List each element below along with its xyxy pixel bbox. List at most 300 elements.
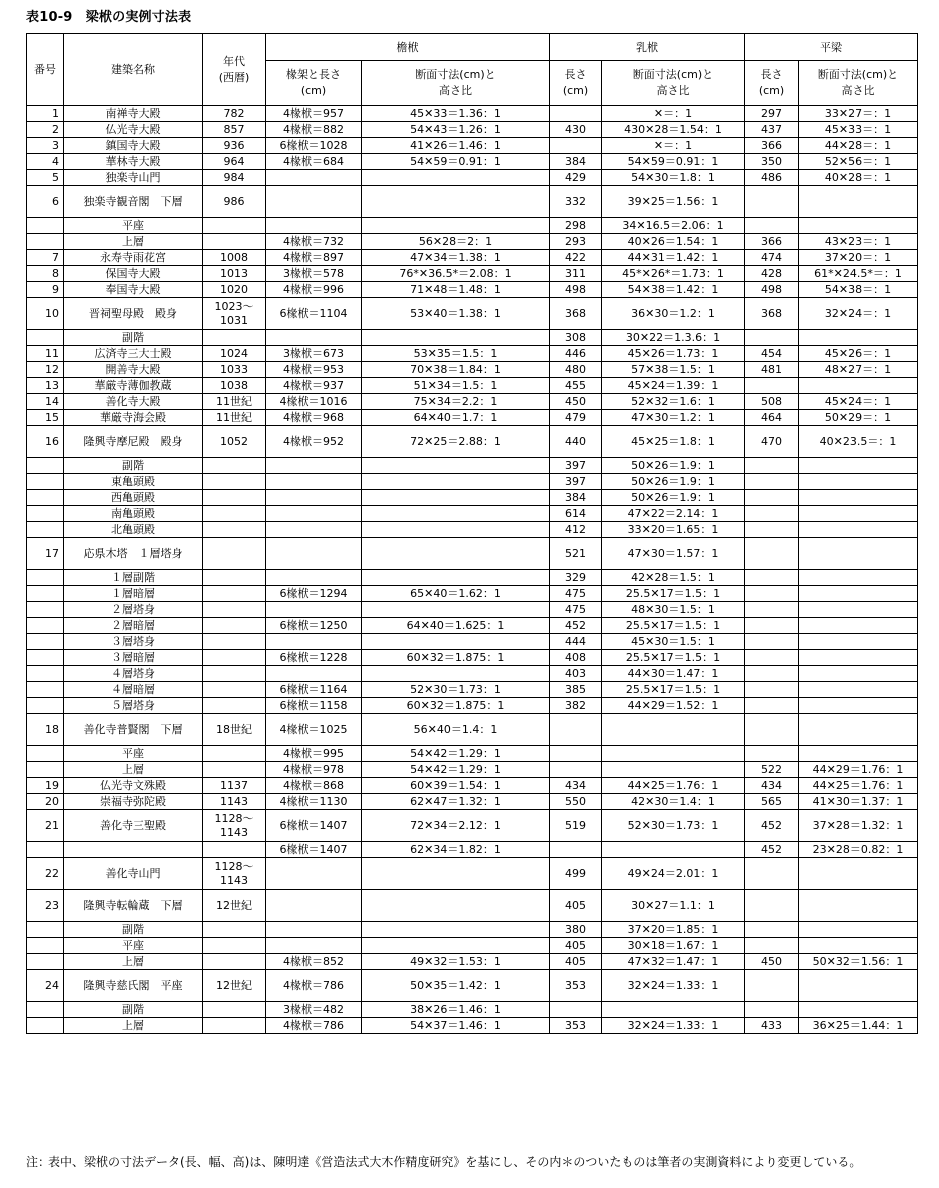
cell-eaves-length xyxy=(266,218,362,234)
table-row xyxy=(27,298,918,330)
cell-name: 応県木塔 １層塔身 xyxy=(64,538,203,570)
cell-milk-section: 45✕30＝1.5：1 xyxy=(602,634,745,650)
cell-milk-section xyxy=(602,1002,745,1018)
cell-eaves-length: 4椽栿＝937 xyxy=(266,378,362,394)
cell-name: 上層 xyxy=(64,954,203,970)
cell-eaves-section xyxy=(362,490,550,506)
table-row xyxy=(27,714,918,746)
table-row xyxy=(27,938,918,954)
cell-num: 14 xyxy=(27,394,64,410)
cell-year: 1038 xyxy=(203,378,266,394)
cell-num: 7 xyxy=(27,250,64,266)
cell-name: 広済寺三大士殿 xyxy=(64,346,203,362)
cell-flat-section: 44✕25＝1.76：1 xyxy=(799,778,918,794)
cell-eaves-length: 6椽栿＝1104 xyxy=(266,298,362,330)
cell-name: 西亀頭殿 xyxy=(64,490,203,506)
cell-milk-section: 25.5✕17＝1.5：1 xyxy=(602,618,745,634)
cell-num: 11 xyxy=(27,346,64,362)
cell-name: 独楽寺山門 xyxy=(64,170,203,186)
cell-flat-length xyxy=(745,1002,799,1018)
cell-eaves-section xyxy=(362,858,550,890)
cell-eaves-section: 64✕40＝1.625：1 xyxy=(362,618,550,634)
cell-name: 善化寺山門 xyxy=(64,858,203,890)
cell-name: 独楽寺観音閣 下層 xyxy=(64,186,203,218)
cell-year: 1143 xyxy=(203,794,266,810)
dimension-table xyxy=(26,33,918,1034)
cell-name: 華厳寺海会殿 xyxy=(64,410,203,426)
table-row xyxy=(27,138,918,154)
cell-flat-section: 37✕28＝1.32：1 xyxy=(799,810,918,842)
cell-milk-section: 52✕30＝1.73：1 xyxy=(602,810,745,842)
cell-year xyxy=(203,682,266,698)
cell-milk-section: 44✕30＝1.47：1 xyxy=(602,666,745,682)
cell-num: 18 xyxy=(27,714,64,746)
cell-eaves-section xyxy=(362,666,550,682)
cell-num: 21 xyxy=(27,810,64,842)
cell-eaves-length: 4椽栿＝786 xyxy=(266,970,362,1002)
cell-flat-length xyxy=(745,586,799,602)
cell-num: 5 xyxy=(27,170,64,186)
cell-flat-section xyxy=(799,922,918,938)
cell-milk-length: 405 xyxy=(550,938,602,954)
cell-milk-section xyxy=(602,714,745,746)
cell-year xyxy=(203,1002,266,1018)
table-row xyxy=(27,746,918,762)
cell-milk-length: 298 xyxy=(550,218,602,234)
cell-milk-section: 39✕25＝1.56：1 xyxy=(602,186,745,218)
cell-milk-length xyxy=(550,138,602,154)
table-row xyxy=(27,122,918,138)
cell-milk-length: 405 xyxy=(550,890,602,922)
cell-num: 1 xyxy=(27,106,64,122)
cell-flat-section: 52✕56＝：1 xyxy=(799,154,918,170)
cell-flat-length: 366 xyxy=(745,234,799,250)
cell-flat-length: 428 xyxy=(745,266,799,282)
cell-milk-section: 34✕16.5＝2.06：1 xyxy=(602,218,745,234)
cell-flat-length xyxy=(745,698,799,714)
cell-flat-length xyxy=(745,938,799,954)
cell-flat-length xyxy=(745,378,799,394)
cell-flat-length: 565 xyxy=(745,794,799,810)
cell-eaves-section xyxy=(362,938,550,954)
cell-milk-section: 430✕28＝1.54：1 xyxy=(602,122,745,138)
cell-num xyxy=(27,666,64,682)
cell-eaves-length xyxy=(266,330,362,346)
table-row xyxy=(27,378,918,394)
cell-milk-section: 45✕24＝1.39：1 xyxy=(602,378,745,394)
cell-eaves-section: 75✕34＝2.2：1 xyxy=(362,394,550,410)
cell-year: 1052 xyxy=(203,426,266,458)
cell-flat-length: 433 xyxy=(745,1018,799,1034)
cell-milk-length: 550 xyxy=(550,794,602,810)
cell-year: 12世紀 xyxy=(203,970,266,1002)
cell-flat-section: 44✕28＝：1 xyxy=(799,138,918,154)
cell-flat-length xyxy=(745,218,799,234)
cell-eaves-length: 4椽栿＝952 xyxy=(266,426,362,458)
table-row xyxy=(27,250,918,266)
cell-eaves-length: 4椽栿＝996 xyxy=(266,282,362,298)
table-body xyxy=(27,106,918,1034)
cell-eaves-length: 4椽栿＝978 xyxy=(266,762,362,778)
table-row xyxy=(27,186,918,218)
cell-eaves-section: 56✕40＝1.4：1 xyxy=(362,714,550,746)
header-g2-section: 断面寸法(cm)と 高さ比 xyxy=(602,61,745,106)
cell-milk-length: 412 xyxy=(550,522,602,538)
cell-flat-length: 454 xyxy=(745,346,799,362)
cell-num xyxy=(27,458,64,474)
cell-name: 上層 xyxy=(64,1018,203,1034)
cell-name: 鎮国寺大殿 xyxy=(64,138,203,154)
cell-flat-length xyxy=(745,330,799,346)
cell-year xyxy=(203,506,266,522)
cell-num xyxy=(27,634,64,650)
cell-year: 857 xyxy=(203,122,266,138)
cell-milk-length: 422 xyxy=(550,250,602,266)
cell-eaves-section: 71✕48＝1.48：1 xyxy=(362,282,550,298)
cell-flat-section xyxy=(799,714,918,746)
cell-milk-section: 47✕30＝1.57：1 xyxy=(602,538,745,570)
cell-flat-length: 498 xyxy=(745,282,799,298)
cell-milk-length: 455 xyxy=(550,378,602,394)
cell-year xyxy=(203,490,266,506)
cell-eaves-length xyxy=(266,458,362,474)
cell-flat-length xyxy=(745,858,799,890)
cell-milk-length: 353 xyxy=(550,1018,602,1034)
cell-flat-length xyxy=(745,650,799,666)
cell-milk-length: 452 xyxy=(550,618,602,634)
table-row xyxy=(27,890,918,922)
cell-eaves-length: 4椽栿＝868 xyxy=(266,778,362,794)
cell-num xyxy=(27,618,64,634)
cell-year xyxy=(203,218,266,234)
cell-milk-section: 33✕20＝1.65：1 xyxy=(602,522,745,538)
cell-milk-section: 25.5✕17＝1.5：1 xyxy=(602,650,745,666)
cell-year: 1020 xyxy=(203,282,266,298)
cell-name: 副階 xyxy=(64,922,203,938)
cell-flat-length: 486 xyxy=(745,170,799,186)
cell-milk-length: 353 xyxy=(550,970,602,1002)
cell-name: ４層塔身 xyxy=(64,666,203,682)
cell-flat-length: 450 xyxy=(745,954,799,970)
cell-milk-length: 475 xyxy=(550,586,602,602)
cell-name: 平座 xyxy=(64,218,203,234)
table-row xyxy=(27,794,918,810)
cell-year xyxy=(203,1018,266,1034)
cell-flat-section xyxy=(799,890,918,922)
cell-year: 1008 xyxy=(203,250,266,266)
cell-milk-section: 30✕22＝1.3.6：1 xyxy=(602,330,745,346)
cell-name: ３層暗層 xyxy=(64,650,203,666)
cell-name: 平座 xyxy=(64,938,203,954)
cell-num xyxy=(27,922,64,938)
table-row xyxy=(27,330,918,346)
cell-eaves-section: 72✕25＝2.88：1 xyxy=(362,426,550,458)
cell-flat-section: 48✕27＝：1 xyxy=(799,362,918,378)
cell-year xyxy=(203,922,266,938)
cell-eaves-section: 41✕26＝1.46：1 xyxy=(362,138,550,154)
cell-eaves-length: 4椽栿＝1130 xyxy=(266,794,362,810)
cell-flat-section xyxy=(799,938,918,954)
cell-milk-length: 480 xyxy=(550,362,602,378)
cell-eaves-length: 6椽栿＝1294 xyxy=(266,586,362,602)
cell-eaves-section xyxy=(362,538,550,570)
cell-num: 24 xyxy=(27,970,64,1002)
cell-flat-section xyxy=(799,218,918,234)
cell-name: 善化寺普賢閣 下層 xyxy=(64,714,203,746)
cell-milk-section: 54✕59＝0.91：1 xyxy=(602,154,745,170)
cell-flat-length: 508 xyxy=(745,394,799,410)
cell-milk-section: 45*✕26*＝1.73：1 xyxy=(602,266,745,282)
cell-name: 善化寺大殿 xyxy=(64,394,203,410)
cell-name: 南亀頭殿 xyxy=(64,506,203,522)
cell-eaves-section: 45✕33＝1.36：1 xyxy=(362,106,550,122)
cell-flat-section: 32✕24＝：1 xyxy=(799,298,918,330)
cell-name: 平座 xyxy=(64,746,203,762)
cell-milk-length: 368 xyxy=(550,298,602,330)
cell-flat-length xyxy=(745,682,799,698)
table-row xyxy=(27,634,918,650)
table-row xyxy=(27,666,918,682)
table-row xyxy=(27,954,918,970)
cell-num: 3 xyxy=(27,138,64,154)
cell-flat-length xyxy=(745,458,799,474)
cell-num: 4 xyxy=(27,154,64,170)
cell-flat-section: 33✕27＝：1 xyxy=(799,106,918,122)
cell-year: 11世紀 xyxy=(203,394,266,410)
table-row xyxy=(27,458,918,474)
cell-milk-section: ✕＝：1 xyxy=(602,106,745,122)
cell-flat-length: 522 xyxy=(745,762,799,778)
cell-year: 12世紀 xyxy=(203,890,266,922)
cell-milk-length: 434 xyxy=(550,778,602,794)
cell-eaves-section: 60✕32＝1.875：1 xyxy=(362,650,550,666)
table-row xyxy=(27,858,918,890)
cell-flat-section xyxy=(799,490,918,506)
cell-eaves-section: 49✕32＝1.53：1 xyxy=(362,954,550,970)
cell-num xyxy=(27,570,64,586)
page-title: 表10-9 梁栿の実例寸法表 xyxy=(26,10,192,25)
cell-flat-length xyxy=(745,634,799,650)
cell-name: ５層塔身 xyxy=(64,698,203,714)
cell-flat-section: 61*✕24.5*＝：1 xyxy=(799,266,918,282)
cell-eaves-section: 54✕59＝0.91：1 xyxy=(362,154,550,170)
cell-eaves-section: 53✕40＝1.38：1 xyxy=(362,298,550,330)
cell-year: 1137 xyxy=(203,778,266,794)
cell-eaves-length xyxy=(266,602,362,618)
cell-milk-length: 293 xyxy=(550,234,602,250)
cell-flat-section: 45✕33＝：1 xyxy=(799,122,918,138)
cell-milk-section: ✕＝：1 xyxy=(602,138,745,154)
cell-flat-length xyxy=(745,186,799,218)
cell-name: 副階 xyxy=(64,330,203,346)
cell-flat-length xyxy=(745,666,799,682)
cell-milk-length: 430 xyxy=(550,122,602,138)
cell-eaves-section xyxy=(362,922,550,938)
cell-num xyxy=(27,602,64,618)
footnote-text: 表中、梁栿の寸法データ(長、幅、高)は、陳明達《営造法式大木作精度研究》を基にし、その内＊のついたものは筆者の実測資料により変更している。 xyxy=(48,1155,862,1169)
cell-milk-section: 42✕30＝1.4：1 xyxy=(602,794,745,810)
cell-milk-section: 30✕27＝1.1：1 xyxy=(602,890,745,922)
cell-year xyxy=(203,762,266,778)
cell-num xyxy=(27,586,64,602)
table-row xyxy=(27,586,918,602)
cell-year xyxy=(203,570,266,586)
cell-milk-length: 479 xyxy=(550,410,602,426)
cell-year xyxy=(203,458,266,474)
cell-num: 6 xyxy=(27,186,64,218)
cell-milk-length: 332 xyxy=(550,186,602,218)
cell-eaves-section xyxy=(362,570,550,586)
cell-milk-section: 44✕25＝1.76：1 xyxy=(602,778,745,794)
table-row xyxy=(27,362,918,378)
cell-eaves-section: 38✕26＝1.46：1 xyxy=(362,1002,550,1018)
cell-num xyxy=(27,474,64,490)
cell-milk-length: 397 xyxy=(550,458,602,474)
header-g1-length: 椽架と長さ (cm) xyxy=(266,61,362,106)
header-num: 番号 xyxy=(27,34,64,106)
table-row xyxy=(27,970,918,1002)
footnote-prefix: 注： xyxy=(26,1155,51,1169)
cell-year: 1033 xyxy=(203,362,266,378)
cell-name xyxy=(64,842,203,858)
cell-eaves-length: 4椽栿＝957 xyxy=(266,106,362,122)
cell-eaves-length xyxy=(266,634,362,650)
table-row xyxy=(27,570,918,586)
cell-name: 晋祠聖母殿 殿身 xyxy=(64,298,203,330)
cell-flat-length: 470 xyxy=(745,426,799,458)
header-g3-section: 断面寸法(cm)と 高さ比 xyxy=(799,61,918,106)
table-row xyxy=(27,650,918,666)
table-row xyxy=(27,106,918,122)
cell-year xyxy=(203,666,266,682)
cell-eaves-section xyxy=(362,634,550,650)
header-group-flat-beam: 平梁 xyxy=(745,34,918,61)
cell-num: 19 xyxy=(27,778,64,794)
cell-flat-length xyxy=(745,570,799,586)
cell-flat-length: 452 xyxy=(745,842,799,858)
cell-milk-length: 408 xyxy=(550,650,602,666)
cell-milk-section: 54✕38＝1.42：1 xyxy=(602,282,745,298)
cell-name: 開善寺大殿 xyxy=(64,362,203,378)
cell-eaves-length: 4椽栿＝1025 xyxy=(266,714,362,746)
table-row xyxy=(27,618,918,634)
cell-eaves-length: 4椽栿＝882 xyxy=(266,122,362,138)
cell-name: 副階 xyxy=(64,458,203,474)
cell-milk-section: 45✕25＝1.8：1 xyxy=(602,426,745,458)
cell-milk-length: 446 xyxy=(550,346,602,362)
cell-milk-section: 49✕24＝2.01：1 xyxy=(602,858,745,890)
cell-milk-section: 57✕38＝1.5：1 xyxy=(602,362,745,378)
cell-milk-length: 444 xyxy=(550,634,602,650)
cell-milk-length: 450 xyxy=(550,394,602,410)
cell-eaves-section: 54✕42＝1.29：1 xyxy=(362,762,550,778)
table-row xyxy=(27,346,918,362)
cell-eaves-length: 3椽栿＝578 xyxy=(266,266,362,282)
cell-num: 12 xyxy=(27,362,64,378)
cell-flat-section: 43✕23＝：1 xyxy=(799,234,918,250)
cell-num xyxy=(27,746,64,762)
cell-flat-section xyxy=(799,682,918,698)
cell-flat-section xyxy=(799,378,918,394)
cell-num xyxy=(27,938,64,954)
cell-milk-section xyxy=(602,746,745,762)
table-row xyxy=(27,698,918,714)
cell-eaves-section xyxy=(362,506,550,522)
cell-milk-section: 47✕22＝2.14：1 xyxy=(602,506,745,522)
cell-flat-section xyxy=(799,538,918,570)
cell-year xyxy=(203,842,266,858)
cell-eaves-length: 4椽栿＝786 xyxy=(266,1018,362,1034)
cell-name: 副階 xyxy=(64,1002,203,1018)
cell-eaves-section xyxy=(362,330,550,346)
cell-milk-length: 380 xyxy=(550,922,602,938)
cell-year: 11世紀 xyxy=(203,410,266,426)
cell-milk-length xyxy=(550,762,602,778)
cell-flat-section xyxy=(799,1002,918,1018)
cell-eaves-length: 4椽栿＝897 xyxy=(266,250,362,266)
table-row xyxy=(27,522,918,538)
cell-year xyxy=(203,954,266,970)
cell-name: 保国寺大殿 xyxy=(64,266,203,282)
cell-flat-length xyxy=(745,714,799,746)
table-row xyxy=(27,842,918,858)
cell-eaves-length xyxy=(266,506,362,522)
cell-num xyxy=(27,522,64,538)
cell-milk-length: 308 xyxy=(550,330,602,346)
cell-flat-section xyxy=(799,698,918,714)
cell-flat-length xyxy=(745,602,799,618)
cell-milk-length: 382 xyxy=(550,698,602,714)
cell-eaves-section: 60✕32＝1.875：1 xyxy=(362,698,550,714)
cell-eaves-section: 54✕37＝1.46：1 xyxy=(362,1018,550,1034)
cell-num: 13 xyxy=(27,378,64,394)
cell-name: 仏光寺文殊殿 xyxy=(64,778,203,794)
cell-year: 1023～1031 xyxy=(203,298,266,330)
cell-num xyxy=(27,650,64,666)
cell-eaves-section: 52✕30＝1.73：1 xyxy=(362,682,550,698)
cell-name: 上層 xyxy=(64,234,203,250)
cell-name: 仏光寺大殿 xyxy=(64,122,203,138)
cell-eaves-length xyxy=(266,922,362,938)
cell-num: 16 xyxy=(27,426,64,458)
cell-milk-length: 311 xyxy=(550,266,602,282)
table-row xyxy=(27,282,918,298)
cell-year: 782 xyxy=(203,106,266,122)
cell-milk-length: 384 xyxy=(550,154,602,170)
cell-flat-section: 44✕29＝1.76：1 xyxy=(799,762,918,778)
cell-flat-length xyxy=(745,890,799,922)
cell-num: 9 xyxy=(27,282,64,298)
cell-flat-section xyxy=(799,330,918,346)
cell-flat-length xyxy=(745,474,799,490)
cell-name: １層暗層 xyxy=(64,586,203,602)
cell-flat-section xyxy=(799,586,918,602)
cell-flat-length: 366 xyxy=(745,138,799,154)
cell-milk-length xyxy=(550,1002,602,1018)
cell-flat-section: 45✕26＝：1 xyxy=(799,346,918,362)
cell-eaves-length xyxy=(266,570,362,586)
cell-flat-section: 41✕30＝1.37：1 xyxy=(799,794,918,810)
cell-flat-section xyxy=(799,618,918,634)
cell-eaves-length: 6椽栿＝1407 xyxy=(266,842,362,858)
table-row xyxy=(27,1018,918,1034)
cell-num xyxy=(27,762,64,778)
cell-eaves-length: 3椽栿＝673 xyxy=(266,346,362,362)
cell-year xyxy=(203,650,266,666)
cell-num xyxy=(27,1018,64,1034)
cell-eaves-length xyxy=(266,170,362,186)
cell-flat-section: 40✕28＝：1 xyxy=(799,170,918,186)
